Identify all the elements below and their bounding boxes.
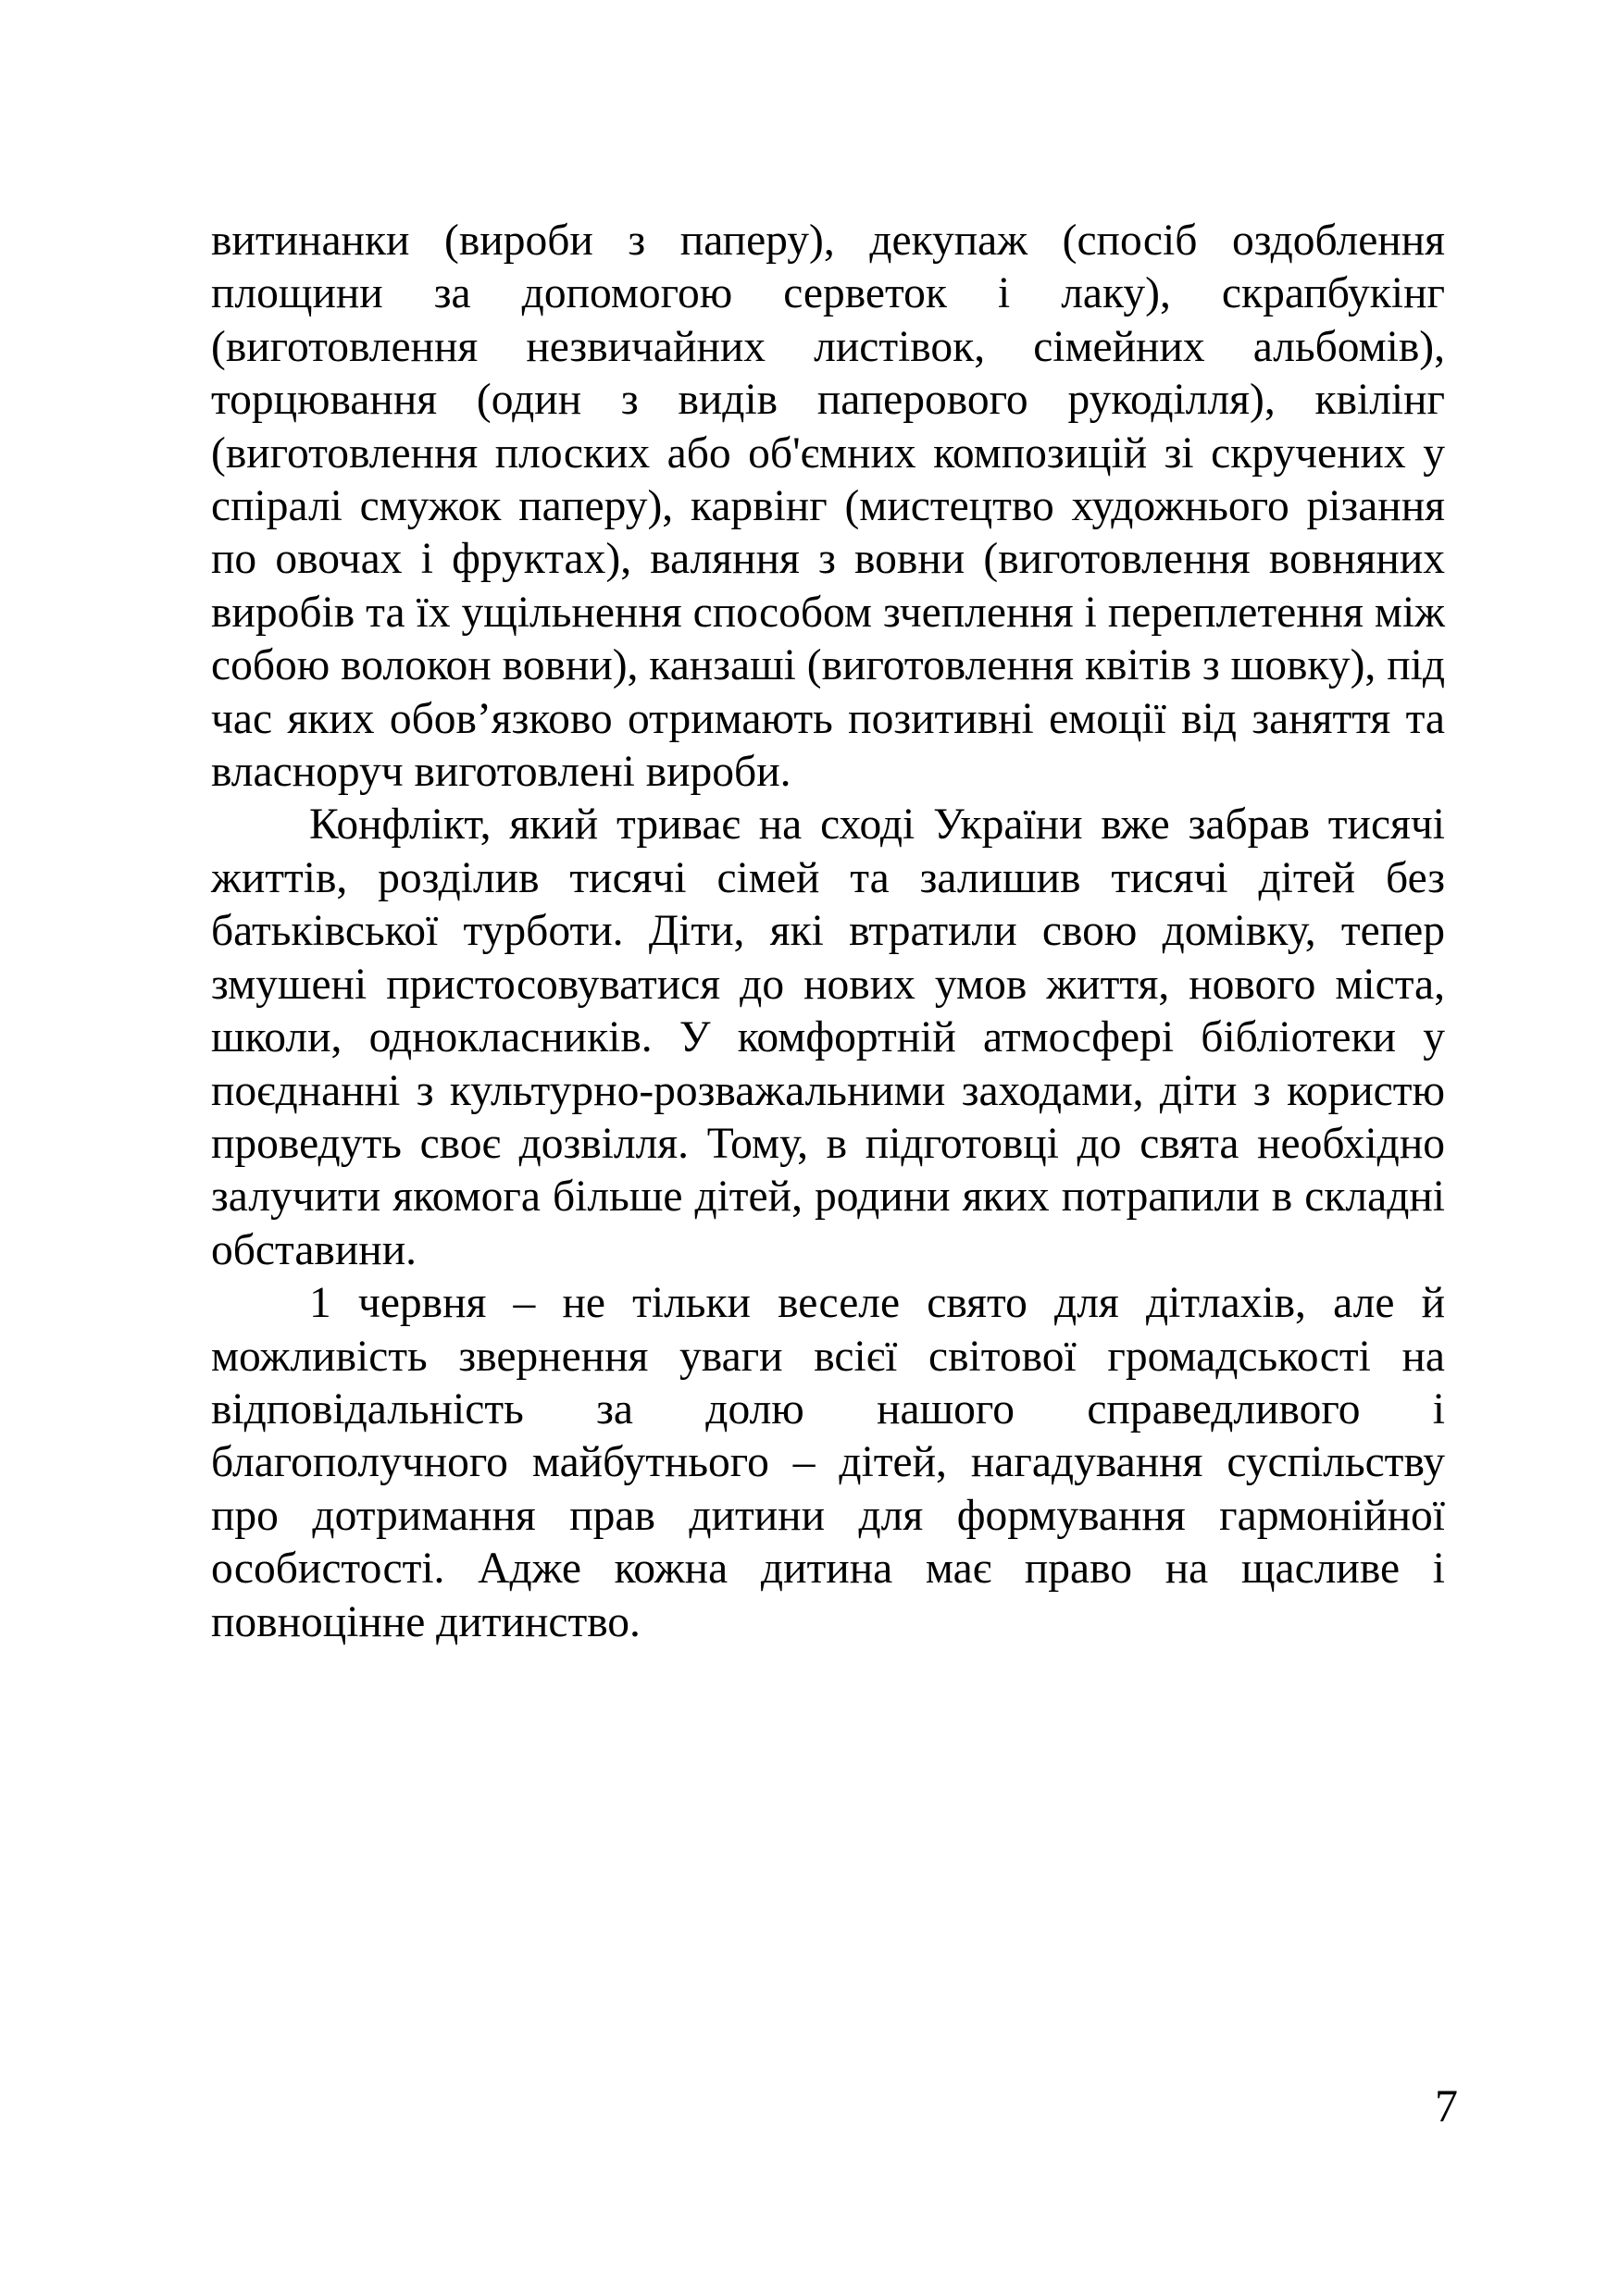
body-text [211, 215, 1445, 1649]
paragraph-children-day: 1 червня – не тільки веселе свято для дітлахів, але й можливість звернення уваги всієї світової громадськості на відповідальність за долю нашого справедливого і благополучного майбутнього – дітей, нагадування суспільству про дотримання прав дитини для формування гармонійної особистості. Адже кожна дитина має право на щасливе і повноцінне дитинство. [211, 1279, 1445, 1646]
page-number: 7 [1435, 2079, 1458, 2131]
paragraph-crafts-continuation: витинанки (вироби з паперу), декупаж (спосіб оздоблення площини за допомогою серветок і лаку), скрапбукінг (виготовлення незвичайних листівок, сімейних альбомів), торцювання (один з видів паперового рукоділля), квілінг (виготовлення плоских або об'ємних композицій зі скручених у спіралі смужок паперу), карвінг (мистецтво художнього різання по овочах і фруктах), валяння з вовни (виготовлення вовняних виробів та їх ущільнення способом зчеплення і переплетення між собою волокон вовни), канзаші (виготовлення квітів з шовку), під час яких обов’язково отримають позитивні емоції від заняття та власноруч виготовлені вироби. [211, 217, 1445, 797]
paragraph-conflict: Конфлікт, який триває на сході України вже забрав тисячі життів, розділив тисячі сімей та залишив тисячі дітей без батьківської турботи. Діти, які втратили свою домівку, тепер змушені пристосовуватися до нових умов життя, нового міста, школи, однокласників. У комфортній атмосфері бібліотеки у поєднанні з культурно-розважальними заходами, діти з користю проведуть своє дозвілля. Тому, в підготовці до свята необхідно залучити якомога більше дітей, родини яких потрапили в складні обставини. [211, 800, 1445, 1274]
